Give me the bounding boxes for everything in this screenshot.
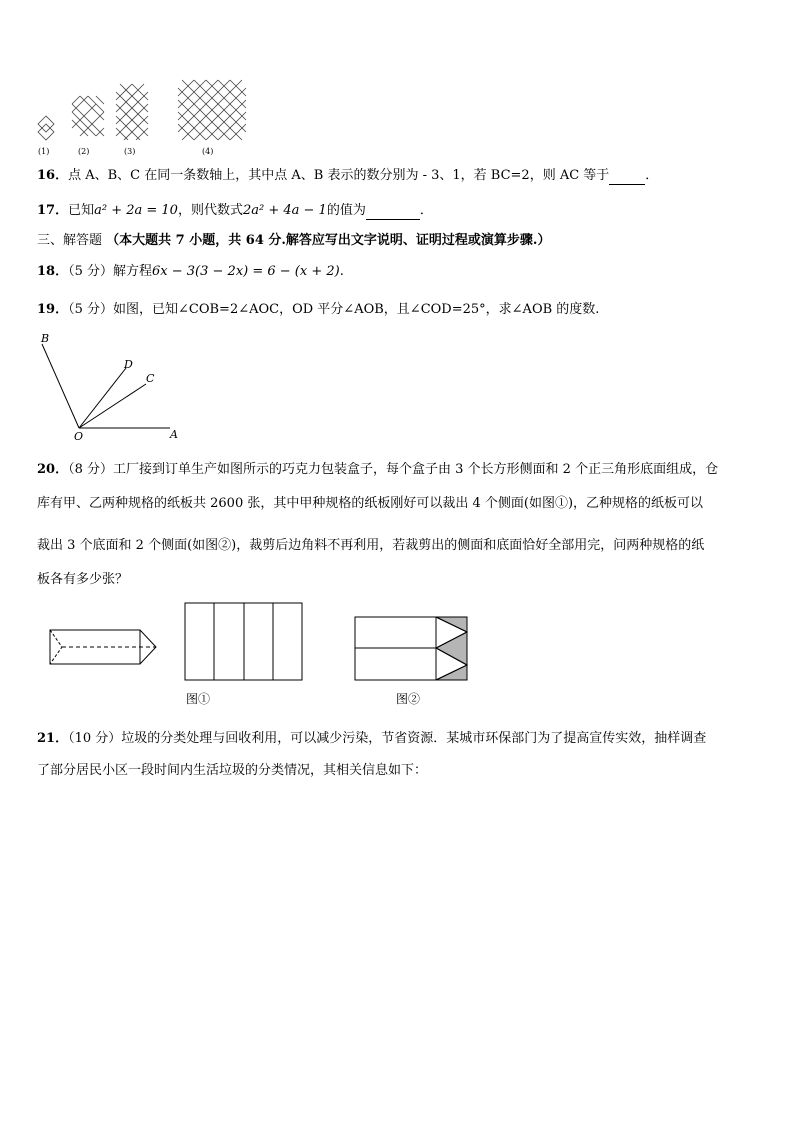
q19-score: （5 分） bbox=[68, 302, 113, 317]
q20-number: 20． bbox=[37, 462, 69, 477]
section-3-heading bbox=[37, 233, 550, 249]
lattice-figure bbox=[32, 72, 262, 162]
q17-formula-1: a² + 2a = 10 bbox=[94, 203, 178, 218]
q18-score: （5 分） bbox=[68, 264, 113, 279]
lattice-caption-2: (2) bbox=[78, 147, 90, 156]
q18-text: 解方程 bbox=[113, 264, 153, 279]
section-3-title: 三、解答题 bbox=[37, 233, 103, 248]
q17-number: 17． bbox=[37, 203, 69, 218]
figure-1-caption: 图① bbox=[186, 692, 211, 706]
question-18 bbox=[37, 264, 344, 280]
lattice-2 bbox=[72, 96, 104, 136]
ray-OC bbox=[79, 384, 146, 428]
lattice-caption-1: (1) bbox=[38, 147, 50, 156]
box-figures bbox=[40, 600, 480, 712]
chocolate-box-prism bbox=[50, 630, 156, 664]
question-21-line-2: 了部分居民小区一段时间内生活垃圾的分类情况，其相关信息如下： bbox=[37, 763, 428, 778]
q17-answer-blank[interactable] bbox=[366, 203, 420, 220]
q20-score: （8 分） bbox=[68, 462, 113, 477]
q17-formula-2: 2a² + 4a − 1 bbox=[242, 203, 327, 218]
label-C: C bbox=[146, 372, 155, 385]
q17-text-pre: 已知 bbox=[68, 203, 95, 218]
question-19 bbox=[37, 302, 599, 318]
question-20-line-1 bbox=[37, 462, 718, 478]
angle-figure bbox=[36, 330, 186, 445]
q17-text-mid: ，则代数式 bbox=[177, 203, 243, 218]
question-20-line-4: 板各有多少张？ bbox=[37, 572, 129, 587]
label-A: A bbox=[170, 428, 178, 441]
q19-text: 如图，已知∠COB=2∠AOC，OD 平分∠AOB，且∠COD=25°，求∠AOB 的度数. bbox=[113, 302, 600, 317]
q21-line-1-text: 垃圾的分类处理与回收利用，可以减少污染，节省资源．某城市环保部门为了提高宣传实效，抽样调查 bbox=[121, 731, 707, 746]
label-B: B bbox=[41, 332, 50, 345]
q16-text: 点 A、B、C 在同一条数轴上，其中点 A、B 表示的数分别为 - 3、1，若 BC=2，则 AC 等于 bbox=[68, 168, 610, 183]
question-16 bbox=[37, 168, 658, 185]
q18-number: 18． bbox=[37, 264, 69, 279]
q18-tail: . bbox=[339, 264, 344, 279]
question-17 bbox=[37, 203, 433, 220]
q20-line-1-text: 工厂接到订单生产如图所示的巧克力包装盒子，每个盒子由 3 个长方形侧面和 2 个正三角形底面组成，仓 bbox=[113, 462, 719, 477]
q16-number: 16． bbox=[37, 168, 69, 183]
q18-equation: 6x − 3(3 − 2x) = 6 − (x + 2) bbox=[152, 264, 340, 279]
ray-OD bbox=[79, 368, 126, 428]
label-D: D bbox=[124, 358, 133, 371]
label-O: O bbox=[74, 430, 84, 443]
question-21-line-1 bbox=[37, 731, 706, 747]
q16-answer-blank[interactable] bbox=[609, 168, 645, 185]
question-20-line-3: 裁出 3 个底面和 2 个侧面(如图②)，裁剪后边角料不再利用，若裁剪出的侧面和底面恰好全部用完，问两种规格的纸 bbox=[37, 538, 705, 553]
lattice-1 bbox=[38, 116, 54, 140]
figure-1-board bbox=[185, 603, 302, 680]
lattice-caption-3: (3) bbox=[124, 147, 136, 156]
lattice-3 bbox=[116, 84, 148, 140]
figure-2-board bbox=[355, 617, 467, 680]
q16-tail: ． bbox=[645, 168, 659, 183]
lattice-4 bbox=[178, 80, 246, 140]
q21-score: （10 分） bbox=[68, 731, 122, 746]
ray-OB bbox=[42, 344, 79, 428]
q17-tail: ． bbox=[419, 203, 433, 218]
figure-2-caption: 图② bbox=[396, 692, 421, 706]
q19-number: 19． bbox=[37, 302, 69, 317]
lattice-caption-4: (4) bbox=[202, 147, 214, 156]
q17-text-post: 的值为 bbox=[326, 203, 366, 218]
section-3-note: （本大题共 7 小题，共 64 分.解答应写出文字说明、证明过程或演算步骤.） bbox=[106, 233, 551, 248]
q21-number: 21． bbox=[37, 731, 69, 746]
question-20-line-2: 库有甲、乙两种规格的纸板共 2600 张，其中甲种规格的纸板刚好可以裁出 4 个侧面(如图①)，乙种规格的纸板可以 bbox=[37, 496, 704, 511]
